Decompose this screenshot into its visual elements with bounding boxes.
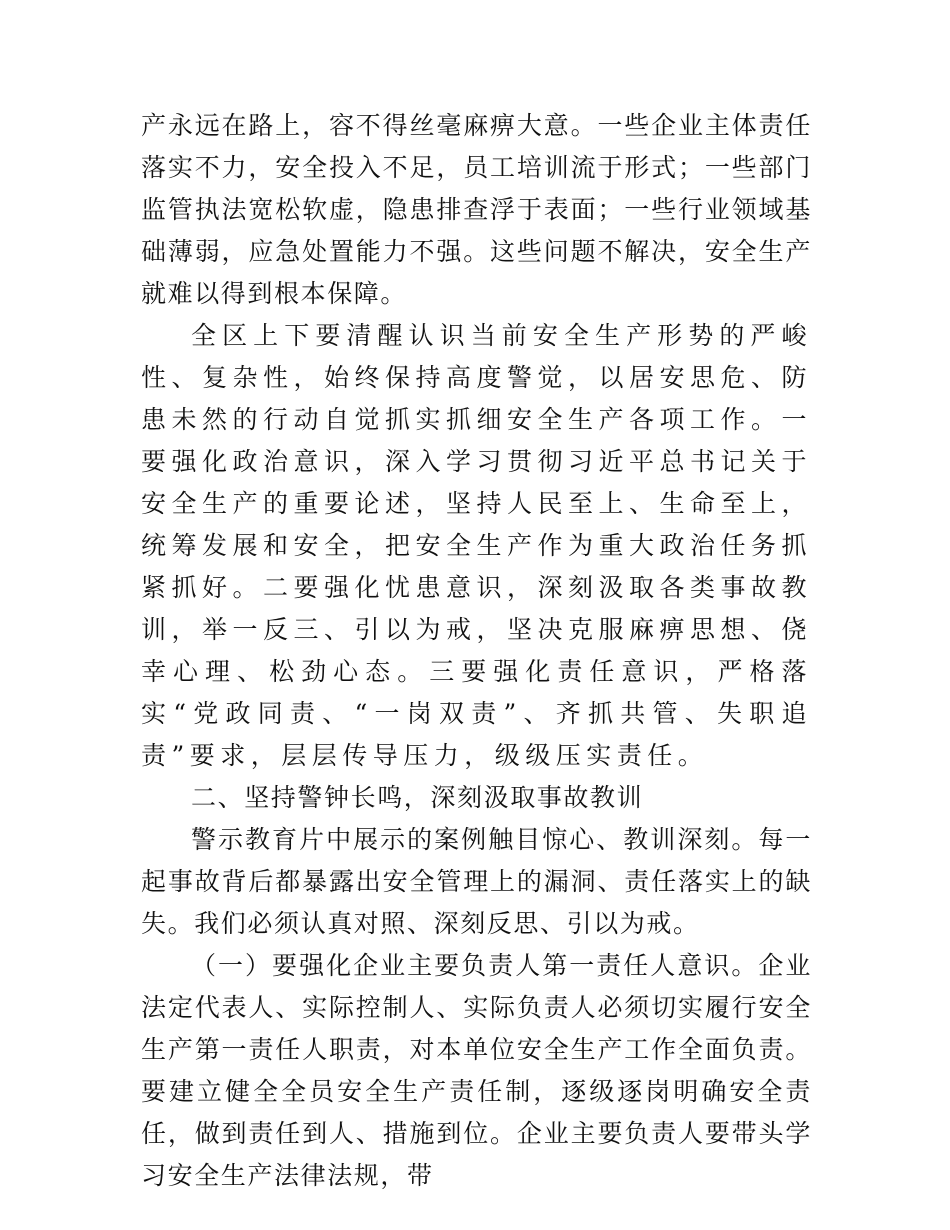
paragraph-warning-lessons: 警示教育片中展示的案例触目惊心、教训深刻。每一起事故背后都暴露出安全管理上的漏洞、责任落实上的缺失。我们必须认真对照、深刻反思、引以为戒。 [141,825,812,938]
paragraph-continued: 产永远在路上，容不得丝毫麻痹大意。一些企业主体责任落实不力，安全投入不足，员工培训流于形式；一些部门监管执法宽松软虚，隐患排查浮于表面；一些行业领域基础薄弱，应急处置能力不强。这些问题不解决，安全生产就难以得到根本保障。 [141,111,812,308]
paragraph-safety-situation: 全区上下要清醒认识当前安全生产形势的严峻性、复杂性，始终保持高度警觉，以居安思危、防患未然的行动自觉抓实抓细安全生产各项工作。一要强化政治意识，深入学习贯彻习近平总书记关于安全生产的重要论述，坚持人民至上、生命至上，统筹发展和安全，把安全生产作为重大政治任务抓紧抓好。二要强化忧患意识，深刻汲取各类事故教训，举一反三、引以为戒，坚决克服麻痹思想、侥幸心理、松劲心态。三要强化责任意识，严格落实“党政同责、“一岗双责”、齐抓共管、失职追责”要求，层层传导压力，级级压实责任。 [141,321,813,770]
paragraph-first-responsibility: （一）要强化企业主要负责人第一责任人意识。企业法定代表人、实际控制人、实际负责人必须切实履行安全生产第一责任人职责，对本单位安全生产工作全面负责。要建立健全全员安全生产责任制，逐级逐岗明确安全责任，做到责任到人、措施到位。企业主要负责人要带头学习安全生产法律法规，带 [141,951,812,1190]
document-body [141,105,812,1197]
section-heading: 二、坚持警钟长鸣，深刻汲取事故教训 [191,783,644,812]
